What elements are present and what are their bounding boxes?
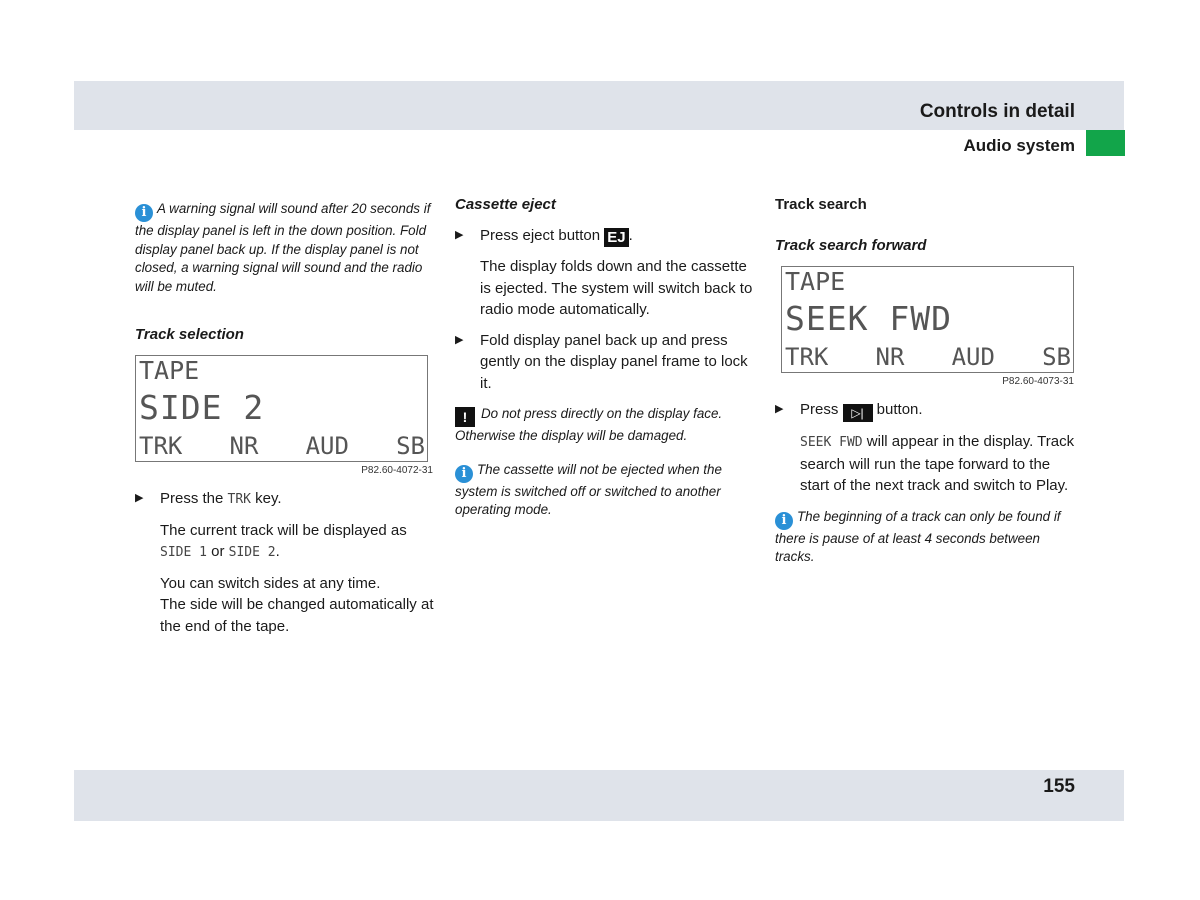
lcd-label: NR <box>229 432 259 461</box>
info-icon: i <box>455 465 473 483</box>
subsection-heading: Track search forward <box>775 237 927 254</box>
key-label: TRK <box>227 492 252 508</box>
bullet-triangle-icon: ▶ <box>455 229 464 241</box>
paragraph-text: will appear in the display. Track search will run the tape forward to the start of the next track and switch to Play. <box>800 433 1075 494</box>
lcd-display <box>135 355 428 462</box>
lcd-label: AUD <box>951 343 995 371</box>
skip-forward-icon: ▷| <box>843 404 873 422</box>
paragraph-text: The current track will be displayed as <box>160 521 407 539</box>
lcd-line-3 <box>139 432 425 460</box>
section-tab-marker <box>1086 130 1125 156</box>
page-number: 155 <box>1043 776 1075 797</box>
paragraph-text: You can switch sides at any time. <box>160 574 381 592</box>
paragraph <box>135 520 437 564</box>
step-text: button. <box>872 401 923 418</box>
lcd-label: NR <box>875 343 905 371</box>
lcd-line-3 <box>785 343 1071 371</box>
lcd-display <box>781 266 1074 373</box>
warning-icon: ! <box>455 407 475 427</box>
lcd-line-2: SIDE 2 <box>139 388 265 428</box>
info-note-text: A warning signal will sound after 20 seconds if the display panel is left in the down position. Fold display panel back up. If the display panel is not closed, a warning signal will sound and the radio will be muted. <box>135 201 431 294</box>
warning-text: Do not press directly on the display face. Otherwise the display will be damaged. <box>455 406 723 443</box>
figure-code: P82.60-4073-31 <box>1002 376 1074 387</box>
display-code: SIDE 2 <box>228 545 276 561</box>
info-note <box>455 461 757 520</box>
lcd-label: SB <box>396 432 425 461</box>
info-note-text: The beginning of a track can only be found if there is pause of at least 4 seconds between tracks. <box>775 508 1061 565</box>
info-note <box>135 200 437 296</box>
column-cassette-eject <box>455 196 757 520</box>
bullet-triangle-icon: ▶ <box>775 403 784 415</box>
paragraph-text: . <box>275 543 280 561</box>
section-heading: Track selection <box>135 326 244 344</box>
instruction-step <box>775 399 1080 422</box>
instruction-step <box>135 488 437 511</box>
lcd-label: AUD <box>305 432 349 461</box>
column-track-search <box>775 196 1080 567</box>
figure-code: P82.60-4072-31 <box>361 465 433 477</box>
paragraph: The display folds down and the cassette is ejected. The system will switch back to radio mode automatically. <box>480 258 753 318</box>
lcd-line-1: TAPE <box>139 356 200 386</box>
paragraph <box>775 431 1080 497</box>
info-icon: i <box>775 512 793 530</box>
page-section-title: Controls in detail <box>919 101 1075 122</box>
paragraph-text: or <box>206 543 229 561</box>
lcd-line-1: TAPE <box>785 267 846 296</box>
step-text: key. <box>251 490 282 508</box>
section-heading: Track search <box>775 196 867 213</box>
lcd-label: TRK <box>139 432 183 461</box>
display-code: SEEK FWD <box>800 435 863 450</box>
display-code: SIDE 1 <box>160 545 207 561</box>
paragraph <box>135 573 437 638</box>
section-heading: Cassette eject <box>455 196 556 213</box>
warning-note <box>455 405 757 446</box>
bullet-triangle-icon: ▶ <box>135 492 144 505</box>
lcd-label: TRK <box>785 343 829 371</box>
info-note <box>775 508 1080 567</box>
lcd-line-2: SEEK FWD <box>785 299 952 338</box>
step-text: Press eject button <box>480 227 605 244</box>
step-text: Fold display panel back up and press gently on the display panel frame to lock it. <box>480 331 748 392</box>
lcd-label: SB <box>1042 343 1071 371</box>
info-note-text: The cassette will not be ejected when the system is switched off or switched to another operating mode. <box>455 461 722 518</box>
instruction-step <box>455 330 757 395</box>
paragraph-text: The side will be changed automatically at the end of the tape. <box>160 596 434 635</box>
step-text: Press <box>800 401 843 418</box>
page-subsection-title: Audio system <box>963 136 1075 155</box>
step-text: . <box>628 227 633 244</box>
column-track-selection <box>135 196 437 637</box>
bullet-triangle-icon: ▶ <box>455 333 464 346</box>
step-text: Press the <box>160 490 228 508</box>
info-icon: i <box>135 204 153 222</box>
instruction-step <box>455 225 757 247</box>
footer-band <box>74 770 1124 821</box>
eject-key-icon: EJ <box>604 228 628 247</box>
